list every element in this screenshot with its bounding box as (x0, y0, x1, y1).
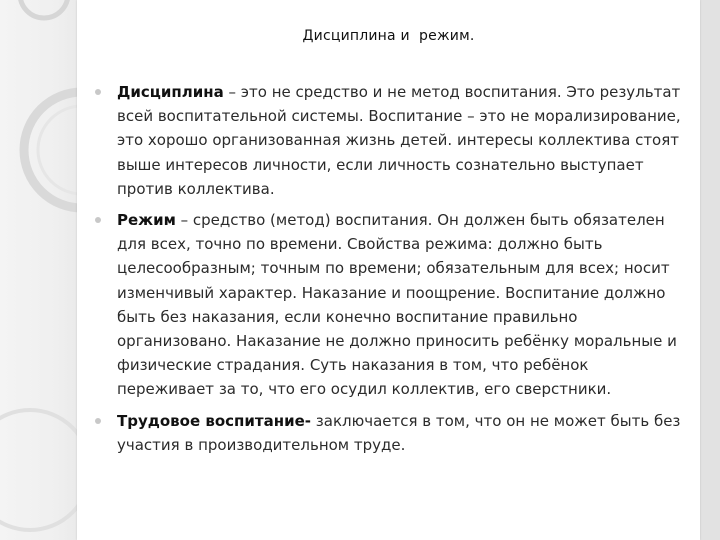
list-item-labor-education (117, 409, 685, 457)
item-term: Режим (117, 211, 176, 230)
list-item-discipline (117, 80, 685, 201)
item-term: Дисциплина (117, 83, 224, 101)
bullet-list (117, 80, 685, 464)
item-text: – это не средство и не метод воспитания. Это результат всей воспитательной системы. Воспитание – это не морализирование, это хорошо организованная жизнь детей. интересы коллектива стоят выше интересов личности, если личность сознательно выступает против коллектива. (117, 83, 681, 198)
bullet-icon (95, 217, 101, 223)
item-text: заключается в том, что он не может быть без участия в производительном труде. (117, 411, 681, 454)
slide (77, 0, 700, 540)
bullet-icon (95, 89, 101, 95)
list-item-regime (117, 208, 685, 402)
item-term: Трудовое воспитание- (117, 411, 312, 430)
item-text: – средство (метод) воспитания. Он должен быть обязателен для всех, точно по времени. Свойства режима: должно быть целесообразным; точным по времени; обязательным для всех; носит изменчивый характер. Наказание и поощрение. Воспитание должно быть без наказания, если конечно воспитание правильно организовано. Наказание не должно приносить ребёнку моральные и физические страдания. Суть наказания в том, что ребёнок переживает за то, что его осудил коллектив, его сверстники. (117, 211, 677, 399)
bullet-icon (95, 418, 101, 424)
slide-title: Дисциплина и режим. (302, 28, 475, 44)
